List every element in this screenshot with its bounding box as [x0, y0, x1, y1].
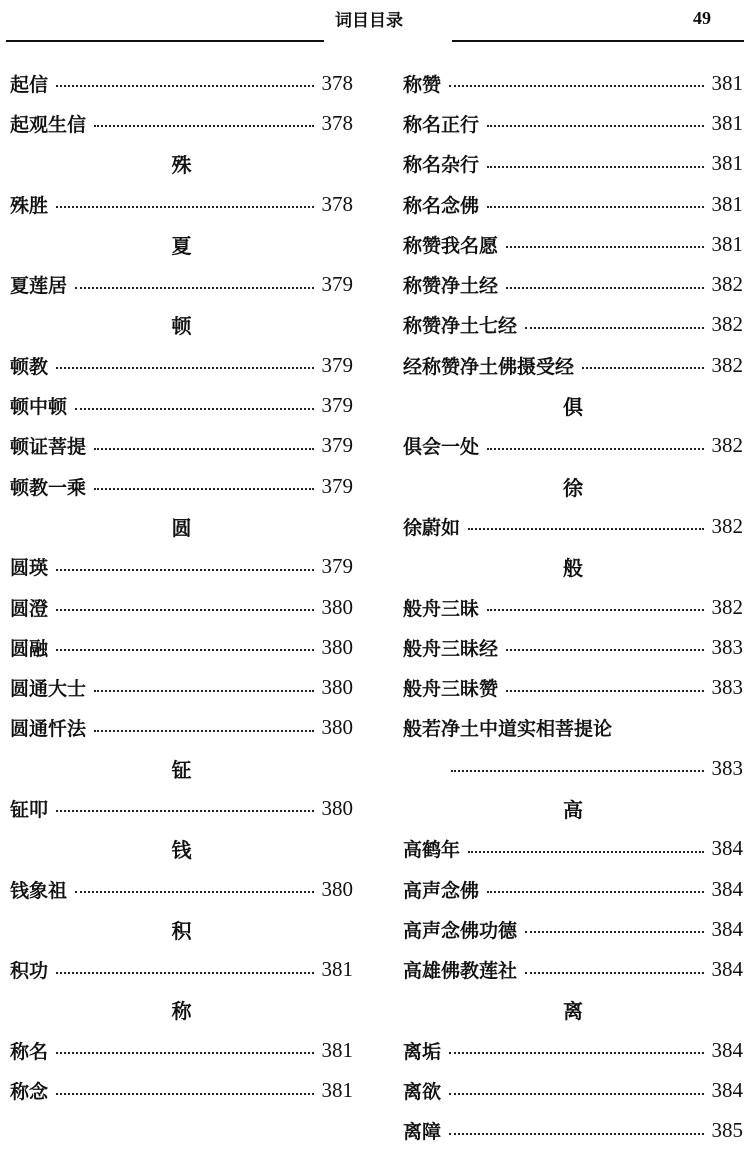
- index-entry: [403, 305, 743, 345]
- dot-leader: [75, 408, 313, 410]
- dot-leader: [75, 287, 313, 289]
- page-ref: 381: [711, 70, 743, 95]
- page-ref: 381: [321, 1078, 353, 1103]
- index-term: 称名念佛: [403, 194, 480, 217]
- dot-leader: [487, 609, 703, 611]
- index-entry: [403, 103, 743, 143]
- index-term: 般舟三昧: [403, 597, 480, 620]
- index-term: 离障: [403, 1121, 442, 1144]
- page-ref: 378: [321, 191, 353, 216]
- index-term: 称赞净土经: [403, 275, 499, 298]
- section-heading: 圆: [171, 515, 192, 540]
- index-term: 称念: [10, 1081, 49, 1104]
- index-term: 圆澄: [10, 597, 49, 620]
- page-ref: 381: [711, 110, 743, 135]
- page-ref: 384: [711, 836, 743, 861]
- index-term: 称名正行: [403, 113, 480, 136]
- index-entry: [10, 385, 353, 425]
- index-entry: [10, 466, 353, 506]
- dot-leader: [487, 448, 703, 450]
- page-ref: 382: [711, 513, 743, 538]
- dot-leader: [56, 85, 313, 87]
- index-term: 俱会一处: [403, 436, 480, 459]
- page-ref: 383: [711, 634, 743, 659]
- index-entry: [403, 587, 743, 627]
- index-entry: [10, 547, 353, 587]
- index-term: 称赞: [403, 73, 442, 96]
- section-heading: 钲: [171, 757, 192, 782]
- page-ref: 379: [321, 352, 353, 377]
- dot-leader: [449, 1093, 703, 1095]
- index-term: 圆融: [10, 637, 49, 660]
- section-heading: 积: [171, 918, 192, 943]
- page-ref: 383: [711, 675, 743, 700]
- index-entry: [10, 708, 353, 748]
- dot-leader: [506, 690, 703, 692]
- index-entry: [10, 1030, 353, 1070]
- header-rule-right: [452, 40, 744, 42]
- dot-leader: [94, 448, 313, 450]
- page-ref: 383: [711, 755, 743, 780]
- dot-leader: [56, 569, 313, 571]
- page-number: 49: [693, 8, 711, 28]
- index-term: 般舟三昧经: [403, 637, 499, 660]
- page-ref: 379: [321, 433, 353, 458]
- page-ref: 380: [321, 795, 353, 820]
- dot-leader: [525, 327, 703, 329]
- index-entry: [10, 788, 353, 828]
- index-entry: [10, 869, 353, 909]
- page-ref: 385: [711, 1118, 743, 1143]
- index-term: 称名: [10, 1040, 49, 1063]
- index-term: 离欲: [403, 1081, 442, 1104]
- page-ref: 382: [711, 594, 743, 619]
- index-term: 圆通大士: [10, 678, 87, 701]
- index-entry: [10, 345, 353, 385]
- index-entry-term: 般若净土中道实相菩提论: [403, 718, 613, 741]
- index-term: 起观生信: [10, 113, 87, 136]
- dot-leader: [94, 690, 313, 692]
- dot-leader: [56, 206, 313, 208]
- index-entry: [403, 1111, 743, 1151]
- index-entry: [403, 264, 743, 304]
- dot-leader: [487, 166, 703, 168]
- dot-leader: [506, 649, 703, 651]
- index-term: 称名杂行: [403, 154, 480, 177]
- dot-leader: [525, 931, 703, 933]
- index-term: 殊胜: [10, 194, 49, 217]
- dot-leader: [468, 528, 703, 530]
- index-term: 经称赞净土佛摄受经: [403, 355, 575, 378]
- index-term: 顿中顿: [10, 396, 68, 419]
- index-entry: [403, 426, 743, 466]
- index-entry: [403, 1070, 743, 1110]
- page-ref: 379: [321, 473, 353, 498]
- dot-leader: [506, 287, 703, 289]
- index-entry: [10, 184, 353, 224]
- index-term: 钱象祖: [10, 879, 68, 902]
- index-term: 积功: [10, 960, 49, 983]
- index-term: 圆通忏法: [10, 718, 87, 741]
- index-entry: [10, 1070, 353, 1110]
- dot-leader: [451, 770, 704, 772]
- dot-leader: [449, 85, 703, 87]
- index-term: 徐蔚如: [403, 516, 461, 539]
- index-term: 高声念佛: [403, 879, 480, 902]
- index-term: 高声念佛功德: [403, 919, 518, 942]
- page-ref: 378: [321, 70, 353, 95]
- page-ref: 384: [711, 1037, 743, 1062]
- page-ref: 380: [321, 675, 353, 700]
- page-ref: 384: [711, 876, 743, 901]
- index-term: 顿教: [10, 355, 49, 378]
- page-ref: 380: [321, 876, 353, 901]
- index-entry: [10, 587, 353, 627]
- page-ref: 381: [711, 191, 743, 216]
- page-ref: 381: [321, 957, 353, 982]
- page-ref: 380: [321, 634, 353, 659]
- page-ref: 380: [321, 715, 353, 740]
- page-ref: 384: [711, 916, 743, 941]
- index-entry: [403, 63, 743, 103]
- section-heading: 钱: [171, 838, 192, 863]
- page-ref: 384: [711, 957, 743, 982]
- index-entry: [10, 63, 353, 103]
- dot-leader: [56, 609, 313, 611]
- running-title: 词目目录: [335, 11, 403, 31]
- index-term: 称赞净土七经: [403, 315, 518, 338]
- dot-leader: [487, 891, 703, 893]
- section-heading: 顿: [171, 314, 192, 339]
- index-entry: [10, 103, 353, 143]
- section-heading: 离: [563, 999, 583, 1024]
- page-ref: 382: [711, 272, 743, 297]
- index-entry: [10, 426, 353, 466]
- index-column-left: [10, 63, 353, 1111]
- index-entry: [10, 627, 353, 667]
- page-ref: 382: [711, 352, 743, 377]
- page-ref: 381: [711, 151, 743, 176]
- page-ref: 379: [321, 393, 353, 418]
- section-heading: 徐: [563, 475, 583, 500]
- index-term: 称赞我名愿: [403, 234, 499, 257]
- page-header: [0, 0, 750, 45]
- dot-leader: [56, 1052, 313, 1054]
- index-entry: [403, 345, 743, 385]
- dot-leader: [468, 851, 703, 853]
- index-term: 钲叩: [10, 798, 49, 821]
- page-ref: 379: [321, 554, 353, 579]
- index-term: 高雄佛教莲社: [403, 960, 518, 983]
- section-heading: 般: [563, 556, 583, 581]
- section-heading: 高: [563, 797, 583, 822]
- dot-leader: [56, 649, 313, 651]
- header-rule-left: [6, 40, 324, 42]
- index-entry-continuation: [403, 748, 743, 788]
- dot-leader: [525, 972, 703, 974]
- index-entry: [403, 829, 743, 869]
- dot-leader: [506, 246, 703, 248]
- page-ref: 382: [711, 312, 743, 337]
- dot-leader: [487, 206, 703, 208]
- index-term: 圆瑛: [10, 557, 49, 580]
- index-entry: [403, 506, 743, 546]
- index-entry: [403, 667, 743, 707]
- dot-leader: [56, 367, 313, 369]
- index-entry: [403, 909, 743, 949]
- index-entry: [10, 264, 353, 304]
- index-term: 起信: [10, 73, 49, 96]
- index-term: 离垢: [403, 1040, 442, 1063]
- index-term: 般舟三昧赞: [403, 678, 499, 701]
- page-ref: 380: [321, 594, 353, 619]
- index-term: 高鹤年: [403, 839, 461, 862]
- index-column-right: [403, 63, 743, 1151]
- dot-leader: [582, 367, 703, 369]
- page-ref: 382: [711, 433, 743, 458]
- index-entry: [10, 950, 353, 990]
- index-term: 夏莲居: [10, 275, 68, 298]
- page-ref: 378: [321, 110, 353, 135]
- index-entry: [403, 627, 743, 667]
- dot-leader: [487, 125, 703, 127]
- index-entry: [403, 869, 743, 909]
- index-entry: [10, 667, 353, 707]
- dot-leader: [449, 1052, 703, 1054]
- dot-leader: [94, 125, 313, 127]
- dot-leader: [75, 891, 313, 893]
- dot-leader: [94, 488, 313, 490]
- page-ref: 379: [321, 272, 353, 297]
- index-term: 顿证菩提: [10, 436, 87, 459]
- page-ref: 384: [711, 1078, 743, 1103]
- page-ref: 381: [711, 231, 743, 256]
- section-heading: 夏: [171, 233, 192, 258]
- dot-leader: [56, 1093, 313, 1095]
- section-heading: 殊: [171, 153, 192, 178]
- dot-leader: [56, 810, 313, 812]
- section-heading: 俱: [563, 395, 583, 420]
- page-ref: 381: [321, 1037, 353, 1062]
- index-entry: [403, 144, 743, 184]
- index-entry: [403, 224, 743, 264]
- index-entry: [403, 1030, 743, 1070]
- index-term: 顿教一乘: [10, 476, 87, 499]
- section-heading: 称: [171, 999, 192, 1024]
- dot-leader: [56, 972, 313, 974]
- dot-leader: [94, 730, 313, 732]
- index-entry: [403, 950, 743, 990]
- dot-leader: [449, 1133, 703, 1135]
- index-entry: [403, 184, 743, 224]
